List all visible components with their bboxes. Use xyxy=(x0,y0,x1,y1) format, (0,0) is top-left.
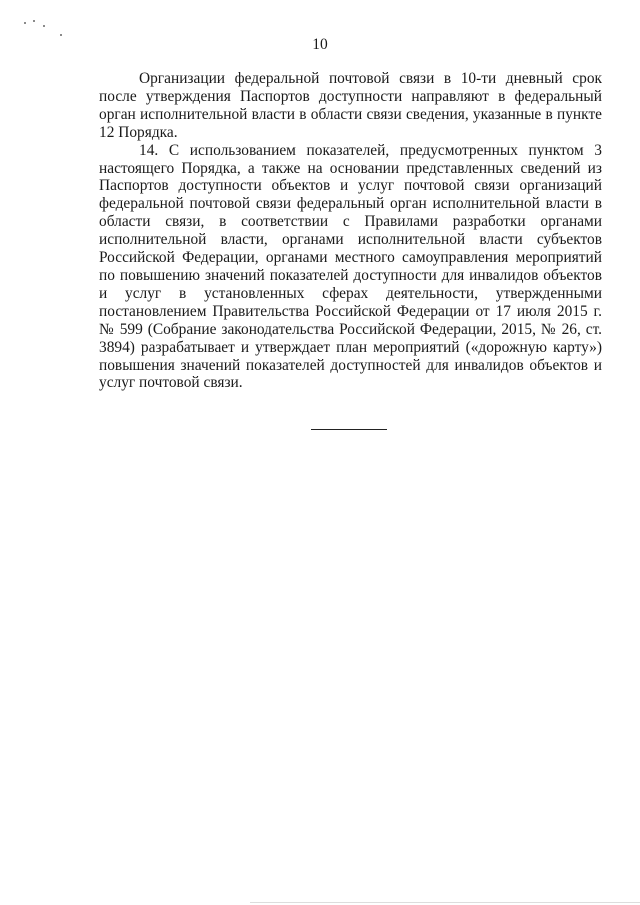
page-number: 10 xyxy=(312,36,328,53)
document-body xyxy=(99,70,602,392)
scan-edge-line xyxy=(250,902,640,903)
paragraph-reporting-deadline: Организации федеральной почтовой связи в 10-ти дневный срок после утверждения Паспортов доступности направляют в федеральный орган исполнительной власти в области связи сведения, указанные в пункте 12 Порядка. xyxy=(99,70,602,141)
paragraph-14-action-plan: 14. С использованием показателей, предусмотренных пунктом 3 настоящего Порядка, а также на основании представленных сведений из Паспортов доступности объектов и услуг почтовой связи организаций федеральной почтовой связи федеральный орган исполнительной власти в области связи, в соответствии с Правилами разработки органами исполнительной власти, органами исполнительной власти субъектов Российской Федерации, органами местного самоуправления мероприятий по повышению значений показателей доступности для инвалидов объектов и услуг в установленных сферах деятельности, утвержденными постановлением Правительства Российской Федерации от 17 июля 2015 г. № 599 (Собрание законодательства Российской Федерации, 2015, № 26, ст. 3894) разрабатывает и утверждает план мероприятий («дорожную карту») повышения значений показателей доступностей для инвалидов объектов и услуг почтовой связи. xyxy=(99,141,602,392)
end-separator-line xyxy=(311,429,387,430)
